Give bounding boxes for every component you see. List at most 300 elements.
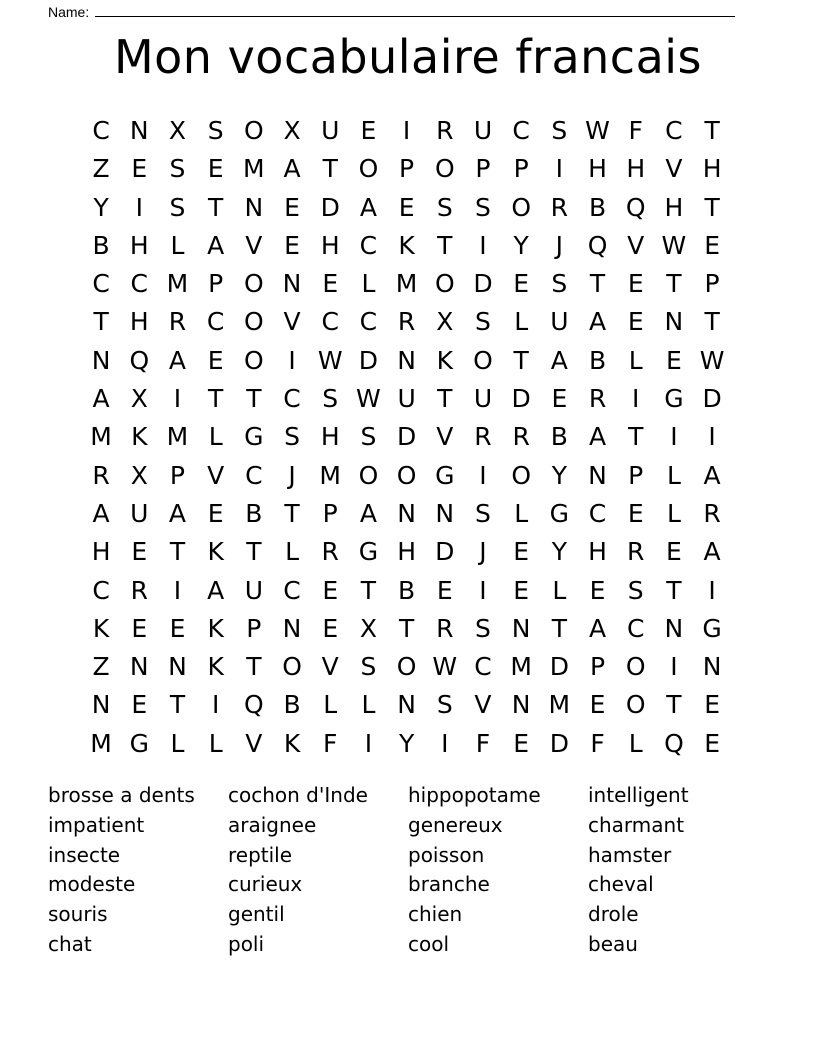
grid-letter[interactable]: K [436,345,453,375]
grid-letter[interactable]: O [244,345,264,375]
grid-letter[interactable]: L [361,269,376,299]
grid-letter[interactable]: T [246,384,262,414]
grid-letter[interactable]: V [245,230,263,260]
grid-letter[interactable]: D [702,384,722,414]
grid-letter[interactable]: X [130,384,148,414]
grid-letter[interactable]: E [360,116,377,145]
grid-letter[interactable]: Z [92,154,110,184]
grid-letter[interactable]: S [169,154,186,184]
grid-letter[interactable]: E [513,537,530,567]
grid-letter[interactable]: A [168,498,187,528]
grid-letter[interactable]: A [588,307,607,337]
grid-letter[interactable]: H [129,230,149,260]
grid-letter[interactable]: R [436,613,454,643]
grid-letter[interactable]: L [666,498,681,528]
grid-letter[interactable]: T [284,498,300,528]
grid-letter[interactable]: Y [551,460,567,490]
grid-letter[interactable]: S [475,307,491,337]
grid-letter[interactable]: E [513,575,530,605]
grid-letter[interactable]: O [625,690,646,720]
grid-letter[interactable]: Z [92,652,110,682]
word-list-item: charmant [588,812,685,837]
grid-letter[interactable]: N [282,613,302,643]
grid-letter[interactable]: M [243,154,265,184]
grid-letter[interactable]: I [441,728,449,758]
grid-letter[interactable]: B [92,230,110,260]
grid-letter[interactable]: U [473,116,493,145]
grid-letter[interactable]: O [434,154,455,184]
grid-letter[interactable]: R [436,116,454,145]
grid-letter[interactable]: D [435,537,455,567]
grid-letter[interactable]: E [513,728,530,758]
grid-letter[interactable]: U [244,575,263,605]
grid-letter[interactable]: V [627,230,645,260]
grid-letter[interactable]: S [627,575,644,605]
grid-letter[interactable]: I [708,422,716,452]
grid-letter[interactable]: I [479,230,487,260]
grid-letter[interactable]: Y [513,230,529,260]
grid-letter[interactable]: R [550,192,569,222]
grid-letter[interactable]: I [632,384,640,414]
grid-letter[interactable]: W [661,230,687,260]
grid-letter[interactable]: K [131,422,148,452]
grid-letter[interactable]: W [432,652,458,682]
grid-letter[interactable]: D [549,728,569,758]
grid-letter[interactable]: H [91,537,111,567]
grid-letter[interactable]: S [436,690,453,720]
grid-letter[interactable]: F [590,728,605,758]
grid-letter[interactable]: C [474,652,492,682]
grid-letter[interactable]: E [284,192,300,222]
word-list-item: cheval [588,872,654,897]
grid-letter[interactable]: L [285,537,299,567]
grid-letter[interactable]: B [245,498,263,528]
grid-letter[interactable]: I [288,345,296,375]
grid-letter[interactable]: G [129,728,149,758]
grid-letter[interactable]: E [704,230,720,260]
grid-letter[interactable]: I [211,690,220,720]
grid-letter[interactable]: Y [398,728,415,758]
grid-letter[interactable]: V [474,690,492,720]
grid-letter[interactable]: N [129,652,149,682]
grid-letter[interactable]: R [130,575,148,605]
grid-letter[interactable]: R [397,307,416,337]
grid-letter[interactable]: I [402,116,411,145]
grid-letter[interactable]: T [246,652,262,682]
grid-letter[interactable]: O [511,460,531,490]
grid-letter[interactable]: N [588,460,607,490]
grid-letter[interactable]: E [627,307,644,337]
grid-letter[interactable]: I [364,728,373,758]
grid-letter[interactable]: Q [664,728,684,758]
grid-letter[interactable]: C [512,116,530,145]
grid-letter[interactable]: O [282,652,302,682]
grid-letter[interactable]: G [702,613,722,643]
grid-letter[interactable]: M [395,269,418,299]
grid-letter[interactable]: U [130,498,149,528]
grid-letter[interactable]: N [397,498,416,528]
grid-letter[interactable]: D [473,269,493,299]
grid-letter[interactable]: A [207,575,225,605]
grid-letter[interactable]: L [628,345,643,375]
grid-letter[interactable]: M [166,269,189,299]
grid-letter[interactable]: B [588,345,607,375]
grid-letter[interactable]: O [625,652,646,682]
grid-letter[interactable]: T [360,575,377,605]
grid-letter[interactable]: X [168,116,187,145]
grid-letter[interactable]: L [666,460,681,490]
grid-letter[interactable]: Y [551,537,567,567]
grid-letter[interactable]: R [168,307,187,337]
grid-letter[interactable]: T [666,575,682,605]
grid-letter[interactable]: O [244,307,264,337]
grid-letter[interactable]: F [475,728,491,758]
grid-letter[interactable]: H [320,422,340,452]
grid-letter[interactable]: T [169,537,186,567]
grid-letter[interactable]: A [550,345,568,375]
grid-letter[interactable]: W [317,345,343,375]
grid-letter[interactable]: C [626,613,645,643]
grid-letter[interactable]: I [479,575,487,605]
grid-letter[interactable]: E [589,690,606,720]
grid-letter[interactable]: P [628,460,644,490]
grid-letter[interactable]: T [513,345,529,375]
grid-letter[interactable]: H [588,537,607,567]
name-label: Name: [48,4,90,20]
grid-letter[interactable]: O [244,269,264,299]
grid-letter[interactable]: T [628,422,644,452]
grid-letter[interactable]: X [359,613,377,643]
grid-letter[interactable]: E [131,613,148,643]
grid-letter[interactable]: N [91,345,111,375]
grid-letter[interactable]: E [666,345,682,375]
grid-letter[interactable]: W [585,116,610,145]
grid-letter[interactable]: E [627,498,644,528]
grid-letter[interactable]: C [283,384,301,414]
grid-letter[interactable]: Q [587,230,608,260]
grid-letter[interactable]: K [207,652,224,682]
grid-letter[interactable]: A [588,422,607,452]
word-list-item: araignee [228,812,317,837]
grid-letter[interactable]: A [703,537,721,567]
grid-letter[interactable]: T [208,384,224,414]
grid-letter[interactable]: B [398,575,416,605]
grid-letter[interactable]: T [246,537,262,567]
grid-letter[interactable]: G [358,537,379,567]
grid-letter[interactable]: R [512,422,530,452]
grid-letter[interactable]: T [437,230,453,260]
grid-letter[interactable]: A [168,345,187,375]
word-list-item: branche [408,872,490,897]
grid-letter[interactable]: E [207,154,224,184]
grid-letter[interactable]: I [670,422,678,452]
grid-letter[interactable]: R [703,498,721,528]
grid-letter[interactable]: T [666,690,682,720]
grid-letter[interactable]: T [666,269,682,299]
grid-letter[interactable]: E [589,575,606,605]
grid-letter[interactable]: J [288,460,296,490]
grid-letter[interactable]: I [479,460,487,490]
grid-letter[interactable]: V [245,728,263,758]
grid-letter[interactable]: E [513,269,530,299]
grid-letter[interactable]: N [244,192,264,222]
grid-letter[interactable]: A [283,154,301,184]
grid-letter[interactable]: S [169,192,186,222]
grid-letter[interactable]: C [130,269,149,299]
word-list-item: curieux [228,872,303,897]
grid-letter[interactable]: E [169,613,186,643]
grid-letter[interactable]: S [207,116,224,145]
grid-letter[interactable]: A [588,613,607,643]
grid-letter[interactable]: M [166,422,189,452]
grid-letter[interactable]: L [361,690,376,720]
grid-letter[interactable]: N [511,613,531,643]
grid-letter[interactable]: L [323,690,338,720]
grid-letter[interactable]: K [207,537,224,567]
grid-letter[interactable]: D [358,345,379,375]
grid-letter[interactable]: E [666,537,682,567]
grid-letter[interactable]: E [284,230,300,260]
grid-letter[interactable]: N [664,613,684,643]
grid-letter[interactable]: E [551,384,568,414]
grid-letter[interactable]: A [359,192,377,222]
grid-letter[interactable]: B [550,422,568,452]
grid-letter[interactable]: C [92,575,110,605]
grid-letter[interactable]: L [514,307,529,337]
word-list-item: cochon d'Inde [228,783,368,807]
grid-letter[interactable]: K [92,613,110,643]
grid-letter[interactable]: P [475,154,491,184]
grid-letter[interactable]: S [475,192,491,222]
grid-letter[interactable]: O [434,269,455,299]
grid-letter[interactable]: B [283,690,301,720]
grid-letter[interactable]: O [358,460,379,490]
grid-letter[interactable]: O [396,460,417,490]
grid-letter[interactable]: R [627,537,645,567]
grid-letter[interactable]: J [479,537,487,567]
grid-letter[interactable]: H [129,307,149,337]
grid-letter[interactable]: N [282,269,302,299]
grid-letter[interactable]: L [514,498,529,528]
grid-letter[interactable]: S [360,422,377,452]
grid-letter[interactable]: E [207,345,224,375]
grid-letter[interactable]: T [398,613,415,643]
grid-letter[interactable]: S [436,192,453,222]
grid-letter[interactable]: S [475,498,491,528]
grid-letter[interactable]: G [549,498,570,528]
grid-letter[interactable]: O [244,116,264,145]
grid-letter[interactable]: V [283,307,301,337]
grid-letter[interactable]: G [664,384,684,414]
grid-letter[interactable]: O [511,192,531,222]
grid-letter[interactable]: B [588,192,607,222]
grid-letter[interactable]: C [359,307,378,337]
grid-letter[interactable]: U [550,307,569,337]
word-list [48,780,768,959]
grid-letter[interactable]: F [628,116,643,145]
grid-letter[interactable]: L [170,728,185,758]
grid-letter[interactable]: G [244,422,264,452]
grid-letter[interactable]: P [704,269,720,299]
grid-letter[interactable]: U [321,116,340,145]
grid-letter[interactable]: M [90,422,112,452]
grid-letter[interactable]: E [322,613,339,643]
grid-letter[interactable]: H [702,154,722,184]
grid-letter[interactable]: N [91,690,111,720]
grid-letter[interactable]: R [588,384,607,414]
grid-letter[interactable]: G [435,460,455,490]
grid-letter[interactable]: K [207,613,224,643]
grid-letter[interactable]: U [397,384,416,414]
grid-letter[interactable]: V [665,154,683,184]
grid-letter[interactable]: Q [244,690,264,720]
grid-letter[interactable]: D [511,384,531,414]
grid-letter[interactable]: T [208,192,224,222]
grid-letter[interactable]: A [703,460,721,490]
grid-letter[interactable]: P [246,613,262,643]
grid-letter[interactable]: R [92,460,110,490]
grid-letter[interactable]: N [664,307,684,337]
grid-letter[interactable]: C [588,498,607,528]
grid-letter[interactable]: V [436,422,454,452]
grid-letter[interactable]: C [665,116,683,145]
grid-letter[interactable]: D [549,652,569,682]
grid-letter[interactable]: E [207,498,224,528]
grid-letter[interactable]: R [321,537,339,567]
grid-letter[interactable]: E [131,690,148,720]
grid-letter[interactable]: I [135,192,143,222]
grid-letter[interactable]: N [511,690,531,720]
grid-letter[interactable]: T [704,116,720,145]
grid-letter[interactable]: E [704,728,720,758]
grid-letter[interactable]: P [169,460,185,490]
grid-letter[interactable]: S [322,384,339,414]
grid-letter[interactable]: L [628,728,643,758]
grid-letter[interactable]: N [168,652,187,682]
grid-letter[interactable]: E [322,575,339,605]
grid-letter[interactable]: T [704,192,720,222]
grid-letter[interactable]: S [551,269,568,299]
grid-letter[interactable]: E [322,269,339,299]
grid-letter[interactable]: A [92,384,110,414]
grid-letter[interactable]: T [589,269,606,299]
grid-letter[interactable]: I [173,575,182,605]
grid-letter[interactable]: S [475,613,491,643]
grid-letter[interactable]: W [356,384,381,414]
grid-letter[interactable]: N [129,116,149,145]
grid-letter[interactable]: K [398,230,415,260]
grid-letter[interactable]: E [131,537,148,567]
grid-letter[interactable]: A [92,498,110,528]
grid-letter[interactable]: P [208,269,224,299]
grid-letter[interactable]: C [245,460,263,490]
grid-letter[interactable]: E [704,690,720,720]
grid-letter[interactable]: U [473,384,493,414]
grid-letter[interactable]: P [322,498,338,528]
grid-letter[interactable]: M [319,460,341,490]
name-underline[interactable] [95,15,735,17]
grid-letter[interactable]: Y [93,192,109,222]
grid-letter[interactable]: J [555,230,564,260]
name-field[interactable] [48,0,748,20]
grid-letter[interactable]: A [359,498,377,528]
grid-letter[interactable]: F [323,728,338,758]
grid-letter[interactable]: O [358,154,379,184]
grid-letter[interactable]: H [320,230,340,260]
grid-letter[interactable]: M [510,652,532,682]
grid-letter[interactable]: O [473,345,493,375]
grid-letter[interactable]: H [397,537,416,567]
grid-letter[interactable]: S [284,422,300,452]
grid-letter[interactable]: S [551,116,568,145]
grid-letter[interactable]: C [321,307,339,337]
grid-letter[interactable]: I [173,384,182,414]
grid-letter[interactable]: H [626,154,646,184]
grid-letter[interactable]: R [474,422,492,452]
grid-letter[interactable]: D [396,422,417,452]
grid-letter[interactable]: M [548,690,571,720]
grid-letter[interactable]: L [208,422,223,452]
grid-letter[interactable]: C [283,575,301,605]
grid-letter[interactable]: X [283,116,301,145]
grid-letter[interactable]: V [321,652,339,682]
grid-letter[interactable]: L [552,575,567,605]
grid-letter[interactable]: W [699,345,725,375]
grid-letter[interactable]: E [398,192,415,222]
grid-letter[interactable]: I [670,652,678,682]
grid-letter[interactable]: I [708,575,716,605]
grid-letter[interactable]: S [360,652,377,682]
grid-letter[interactable]: X [130,460,148,490]
grid-letter[interactable]: N [397,690,416,720]
grid-letter[interactable]: M [90,728,112,758]
grid-letter[interactable]: T [322,154,338,184]
grid-letter[interactable]: E [436,575,453,605]
grid-letter[interactable]: C [92,269,110,299]
grid-letter[interactable]: N [435,498,455,528]
grid-letter[interactable]: N [397,345,416,375]
grid-letter[interactable]: N [702,652,722,682]
grid-letter[interactable]: T [437,384,453,414]
grid-letter[interactable]: E [131,154,148,184]
grid-letter[interactable]: H [664,192,684,222]
grid-letter[interactable]: P [513,154,529,184]
grid-letter[interactable]: T [169,690,186,720]
grid-letter[interactable]: O [396,652,417,682]
grid-letter[interactable]: E [627,269,644,299]
grid-letter[interactable]: T [551,613,567,643]
grid-letter[interactable]: C [206,307,225,337]
grid-letter[interactable]: I [555,154,564,184]
grid-letter[interactable]: A [207,230,225,260]
grid-letter[interactable]: Q [129,345,150,375]
grid-letter[interactable]: P [399,154,415,184]
grid-letter[interactable]: H [588,154,607,184]
grid-letter[interactable]: P [589,652,606,682]
grid-letter[interactable]: X [436,307,454,337]
grid-letter[interactable]: L [208,728,223,758]
word-list-item: chat [48,931,92,956]
grid-letter[interactable]: K [283,728,301,758]
grid-letter[interactable]: D [320,192,340,222]
grid-letter[interactable]: Q [625,192,646,222]
grid-letter[interactable]: T [93,307,109,337]
grid-letter[interactable]: L [170,230,185,260]
grid-letter[interactable]: V [207,460,225,490]
grid-letter[interactable]: C [92,116,110,145]
grid-letter[interactable]: T [704,307,720,337]
grid-letter[interactable]: C [359,230,378,260]
